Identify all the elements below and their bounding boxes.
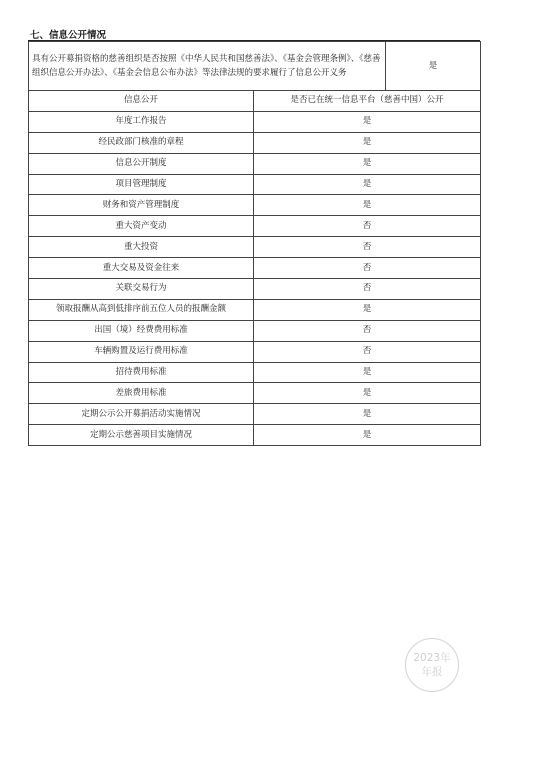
table-row [29, 362, 481, 383]
disclosure-status: 是 [254, 195, 481, 216]
table-row [29, 111, 481, 132]
disclosure-item: 财务和资产管理制度 [29, 195, 254, 216]
disclosure-status: 是 [254, 425, 481, 446]
disclosure-status: 是 [254, 404, 481, 425]
disclosure-item: 经民政部门核准的章程 [29, 132, 254, 153]
disclosure-item: 定期公示公开募捐活动实施情况 [29, 404, 254, 425]
table-row [29, 216, 481, 237]
disclosure-status: 否 [254, 320, 481, 341]
disclosure-item: 定期公示慈善项目实施情况 [29, 425, 254, 446]
disclosure-status: 否 [254, 216, 481, 237]
section-title: 七、信息公开情况 [30, 30, 107, 41]
table-header-row [29, 91, 481, 112]
disclosure-item: 年度工作报告 [29, 111, 254, 132]
table-row [29, 425, 481, 446]
disclosure-item: 重大投资 [29, 237, 254, 258]
disclosure-item: 差旅费用标准 [29, 383, 254, 404]
table-row [29, 237, 481, 258]
intro-question: 具有公开募捐资格的慈善组织是否按照《中华人民共和国慈善法》、《基金会管理条例》、《慈善组织信息公开办法》、《基金会信息公布办法》等法律法规的要求履行了信息公开义务 [29, 42, 386, 91]
intro-row [29, 42, 481, 91]
disclosure-status: 是 [254, 362, 481, 383]
table-row [29, 153, 481, 174]
disclosure-item: 出国（境）经费费用标准 [29, 320, 254, 341]
table-row [29, 195, 481, 216]
disclosure-status: 是 [254, 174, 481, 195]
disclosure-status: 是 [254, 132, 481, 153]
header-item: 信息公开 [29, 91, 254, 112]
disclosure-item: 重大资产变动 [29, 216, 254, 237]
disclosure-status: 是 [254, 299, 481, 320]
disclosure-status: 否 [254, 279, 481, 300]
table-row [29, 404, 481, 425]
table-row [29, 299, 481, 320]
watermark-label: 年报 [421, 666, 443, 678]
table-row [29, 320, 481, 341]
disclosure-item: 车辆购置及运行费用标准 [29, 341, 254, 362]
table-row [29, 174, 481, 195]
table-row [29, 132, 481, 153]
disclosure-item: 领取报酬从高到低排序前五位人员的报酬金额 [29, 299, 254, 320]
table-row [29, 341, 481, 362]
disclosure-status: 是 [254, 153, 481, 174]
table-row [29, 279, 481, 300]
intro-answer: 是 [386, 42, 481, 91]
annual-report-watermark [405, 638, 459, 692]
disclosure-status: 是 [254, 111, 481, 132]
disclosure-table [28, 41, 481, 446]
disclosure-item: 招待费用标准 [29, 362, 254, 383]
disclosure-status: 否 [254, 237, 481, 258]
disclosure-table-body [29, 42, 481, 446]
table-row [29, 258, 481, 279]
disclosure-item: 项目管理制度 [29, 174, 254, 195]
disclosure-status: 是 [254, 383, 481, 404]
disclosure-status: 否 [254, 258, 481, 279]
watermark-year: 2023年 [413, 652, 451, 664]
disclosure-item: 信息公开制度 [29, 153, 254, 174]
table-row [29, 383, 481, 404]
header-status: 是否已在统一信息平台（慈善中国）公开 [254, 91, 481, 112]
disclosure-item: 重大交易及资金往来 [29, 258, 254, 279]
disclosure-item: 关联交易行为 [29, 279, 254, 300]
disclosure-status: 否 [254, 341, 481, 362]
